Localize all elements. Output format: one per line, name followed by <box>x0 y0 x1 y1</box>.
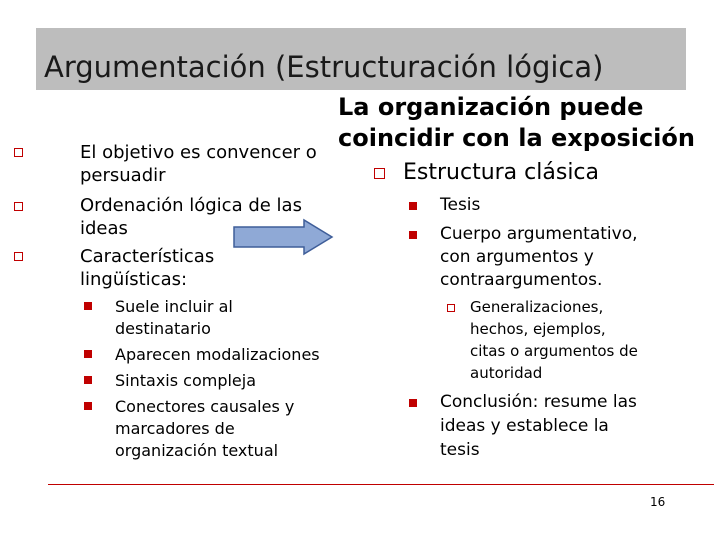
left-bullet-1-line-2: persuadir <box>80 165 166 186</box>
hollow-square-bullet-icon <box>14 252 23 261</box>
right-item-1-line-1: Tesis <box>440 195 481 215</box>
filled-square-bullet-icon <box>409 399 417 407</box>
right-final-line-2: ideas y establece la <box>440 416 609 436</box>
left-bullet-2-line-2: ideas <box>80 218 128 239</box>
page-number: 16 <box>650 495 666 509</box>
left-sub-4-line-1: Conectores causales y <box>115 397 295 416</box>
overlay-heading <box>338 92 695 154</box>
filled-square-bullet-icon <box>84 402 92 410</box>
right-item-2-line-2: con argumentos y <box>440 247 594 267</box>
left-sub-4-line-2: marcadores de <box>115 419 235 438</box>
filled-square-bullet-icon <box>84 350 92 358</box>
right-subitem-line-4: autoridad <box>470 364 543 382</box>
right-subitem-line-1: Generalizaciones, <box>470 298 604 316</box>
hollow-square-bullet-icon <box>14 202 23 211</box>
left-sub-3-line-1: Sintaxis compleja <box>115 371 257 390</box>
right-arrow-icon <box>232 218 334 256</box>
left-bullet-1-line-1: El objetivo es convencer o <box>80 142 317 163</box>
overlay-line-2: coincidir con la exposición <box>338 124 695 152</box>
filled-square-bullet-icon <box>409 231 417 239</box>
hollow-square-bullet-icon <box>374 168 385 179</box>
left-bullet-3-line-1: Características <box>80 246 215 267</box>
right-subitem-line-2: hechos, ejemplos, <box>470 320 606 338</box>
right-final-line-3: tesis <box>440 440 480 460</box>
left-bullet-2-line-1: Ordenación lógica de las <box>80 195 302 216</box>
right-final-line-1: Conclusión: resume las <box>440 392 637 412</box>
slide-title: Argumentación (Estructuración lógica) <box>44 50 604 84</box>
left-sub-1-line-1: Suele incluir al <box>115 297 233 316</box>
filled-square-bullet-icon <box>409 202 417 210</box>
left-sub-4-line-3: organización textual <box>115 441 279 460</box>
right-item-2-line-3: contraargumentos. <box>440 270 603 290</box>
footer-rule <box>48 484 714 485</box>
hollow-square-bullet-icon <box>447 304 455 312</box>
right-item-2-line-1: Cuerpo argumentativo, <box>440 224 638 244</box>
overlay-line-1: La organización puede <box>338 93 644 121</box>
left-bullet-3-line-2: lingüísticas: <box>80 269 188 290</box>
filled-square-bullet-icon <box>84 376 92 384</box>
right-subitem-line-3: citas o argumentos de <box>470 342 638 360</box>
left-sub-2-line-1: Aparecen modalizaciones <box>115 345 320 364</box>
hollow-square-bullet-icon <box>14 148 23 157</box>
filled-square-bullet-icon <box>84 302 92 310</box>
left-sub-1-line-2: destinatario <box>115 319 211 338</box>
right-heading: Estructura clásica <box>403 160 600 185</box>
